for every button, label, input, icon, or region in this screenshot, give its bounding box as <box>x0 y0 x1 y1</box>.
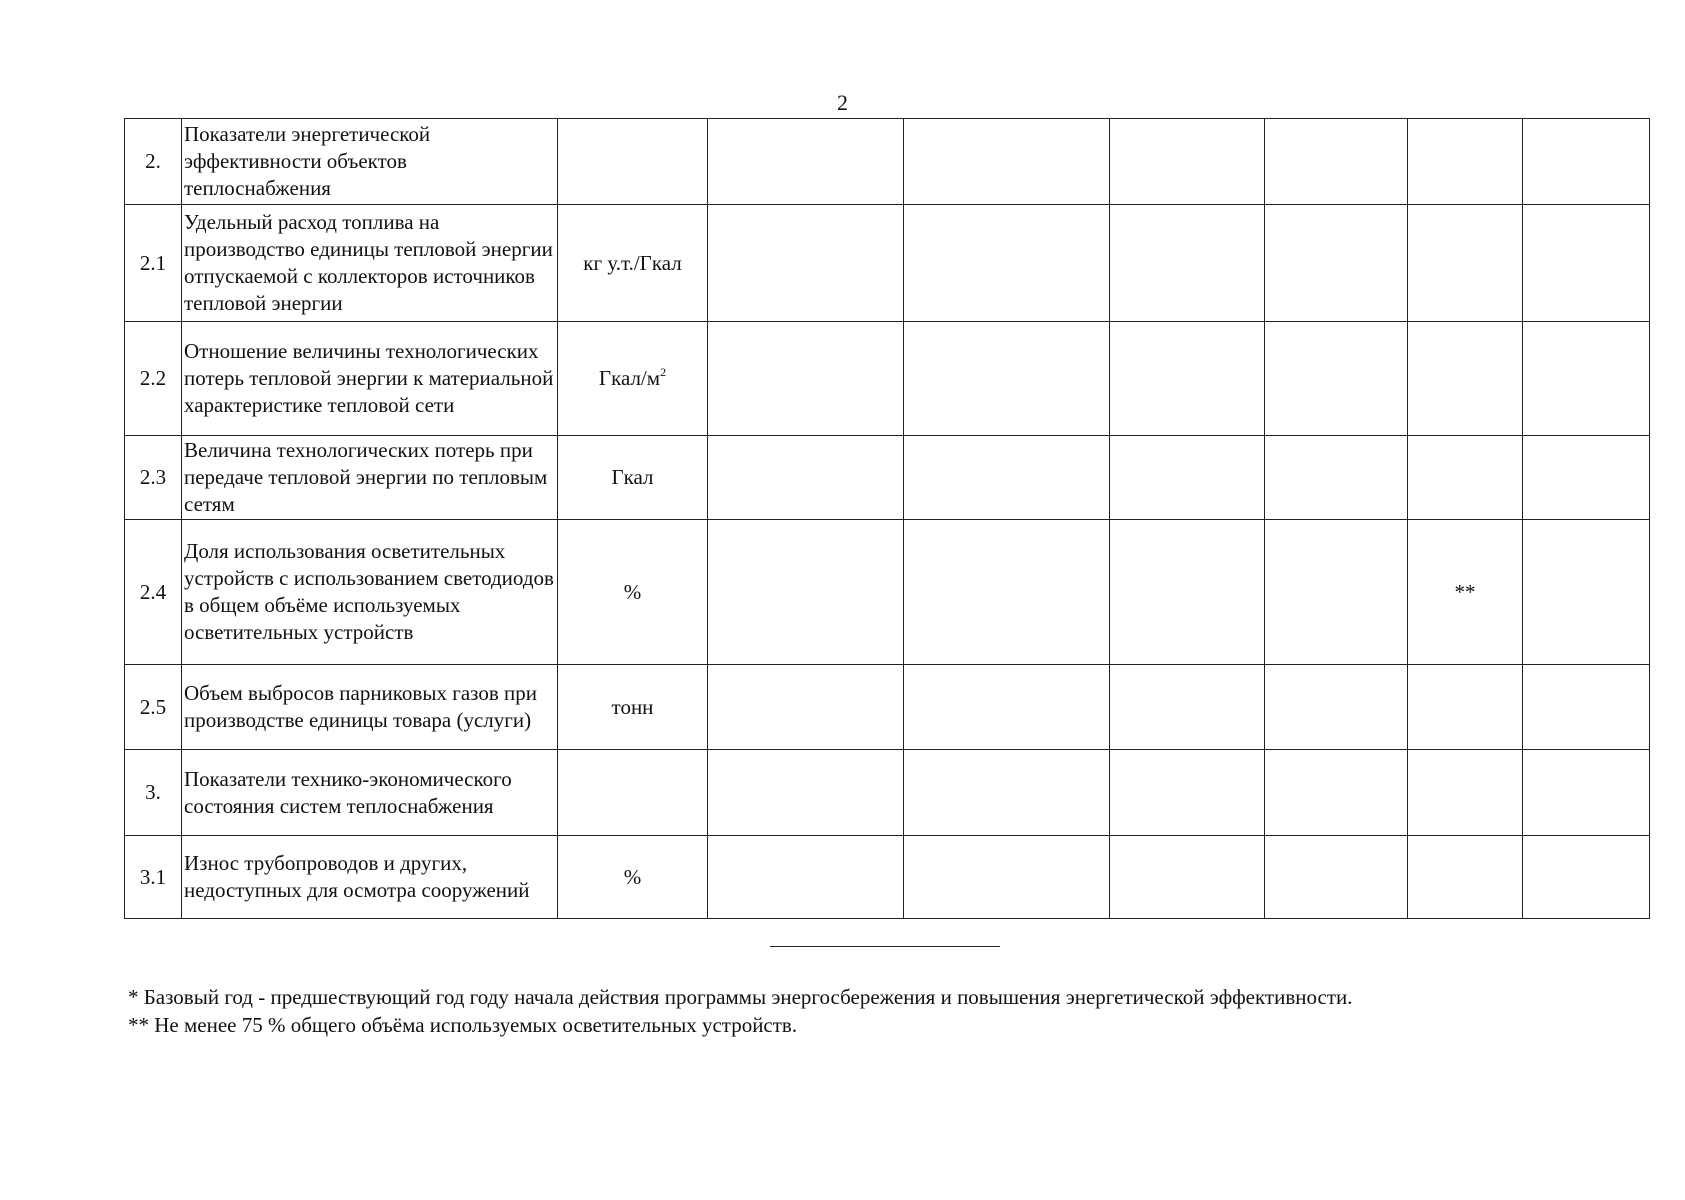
value-cell <box>1523 205 1650 322</box>
indicator-name: Величина технологических потерь при передаче тепловой энергии по тепловым сетям <box>182 436 558 520</box>
row-number: 2.5 <box>125 665 182 750</box>
value-cell <box>1110 836 1265 919</box>
table-row <box>125 436 1650 520</box>
value-cell <box>1408 836 1523 919</box>
table-row <box>125 665 1650 750</box>
value-cell <box>1265 665 1408 750</box>
value-cell <box>1265 205 1408 322</box>
value-cell <box>708 119 904 205</box>
footnotes <box>128 983 1353 1039</box>
indicator-name: Удельный расход топлива на производство единицы тепловой энергии отпускаемой с коллекторов источников тепловой энергии <box>182 205 558 322</box>
table-row <box>125 322 1650 436</box>
value-cell <box>708 836 904 919</box>
value-cell <box>904 322 1110 436</box>
value-cell <box>1523 322 1650 436</box>
value-cell <box>1408 750 1523 836</box>
unit-cell <box>558 119 708 205</box>
value-cell <box>1408 436 1523 520</box>
page-number: 2 <box>837 90 848 115</box>
unit-cell: % <box>558 520 708 665</box>
value-cell <box>904 205 1110 322</box>
value-cell <box>904 436 1110 520</box>
value-cell <box>708 436 904 520</box>
unit-cell: тонн <box>558 665 708 750</box>
row-number: 3. <box>125 750 182 836</box>
indicator-name: Доля использования осветительных устройств с использованием светодиодов в общем объёме используемых осветительных устройств <box>182 520 558 665</box>
value-cell <box>1110 322 1265 436</box>
value-cell <box>708 322 904 436</box>
value-cell <box>904 119 1110 205</box>
row-number: 2.3 <box>125 436 182 520</box>
value-cell <box>708 750 904 836</box>
value-cell <box>1523 750 1650 836</box>
value-cell <box>1523 665 1650 750</box>
value-cell <box>708 205 904 322</box>
value-cell <box>1523 520 1650 665</box>
value-cell <box>1110 436 1265 520</box>
indicator-name: Показатели технико-экономического состояния систем теплоснабжения <box>182 750 558 836</box>
value-cell <box>708 665 904 750</box>
unit-text: Гкал/м <box>598 366 661 390</box>
row-number: 2.1 <box>125 205 182 322</box>
value-cell <box>1110 205 1265 322</box>
value-cell <box>1265 322 1408 436</box>
value-cell <box>1265 436 1408 520</box>
table-row <box>125 205 1650 322</box>
table-row <box>125 750 1650 836</box>
value-cell <box>1110 119 1265 205</box>
value-cell <box>1408 665 1523 750</box>
footnote-base-year: * Базовый год - предшествующий год году начала действия программы энергосбережения и повышения энергетической эффективности. <box>128 985 1353 1009</box>
value-cell <box>1523 836 1650 919</box>
table-row <box>125 119 1650 205</box>
value-cell <box>1265 836 1408 919</box>
value-cell <box>1408 119 1523 205</box>
value-cell <box>708 520 904 665</box>
unit-cell: Гкал <box>558 436 708 520</box>
row-number: 2. <box>125 119 182 205</box>
value-cell <box>1408 205 1523 322</box>
table-row <box>125 836 1650 919</box>
unit-cell <box>558 322 708 436</box>
value-cell <box>1523 436 1650 520</box>
indicator-name: Показатели энергетической эффективности объектов теплоснабжения <box>182 119 558 205</box>
footnote-led-share: ** Не менее 75 % общего объёма используемых осветительных устройств. <box>128 1013 798 1037</box>
value-cell <box>1110 750 1265 836</box>
value-cell <box>904 520 1110 665</box>
table-row <box>125 520 1650 665</box>
unit-superscript: 2 <box>660 365 667 379</box>
value-cell <box>1110 520 1265 665</box>
value-cell: ** <box>1408 520 1523 665</box>
footnote-divider <box>770 946 1000 947</box>
indicator-name: Отношение величины технологических потерь тепловой энергии к материальной характеристике тепловой сети <box>182 322 558 436</box>
value-cell <box>904 836 1110 919</box>
value-cell <box>904 750 1110 836</box>
value-cell <box>1265 520 1408 665</box>
unit-cell: кг у.т./Гкал <box>558 205 708 322</box>
value-cell <box>1265 750 1408 836</box>
indicator-name: Износ трубопроводов и других, недоступных для осмотра сооружений <box>182 836 558 919</box>
indicators-table <box>124 118 1650 919</box>
value-cell <box>1523 119 1650 205</box>
unit-cell <box>558 750 708 836</box>
value-cell <box>1110 665 1265 750</box>
row-number: 2.2 <box>125 322 182 436</box>
unit-cell: % <box>558 836 708 919</box>
value-cell <box>1265 119 1408 205</box>
value-cell <box>1408 322 1523 436</box>
row-number: 2.4 <box>125 520 182 665</box>
value-cell <box>904 665 1110 750</box>
indicator-name: Объем выбросов парниковых газов при производстве единицы товара (услуги) <box>182 665 558 750</box>
row-number: 3.1 <box>125 836 182 919</box>
